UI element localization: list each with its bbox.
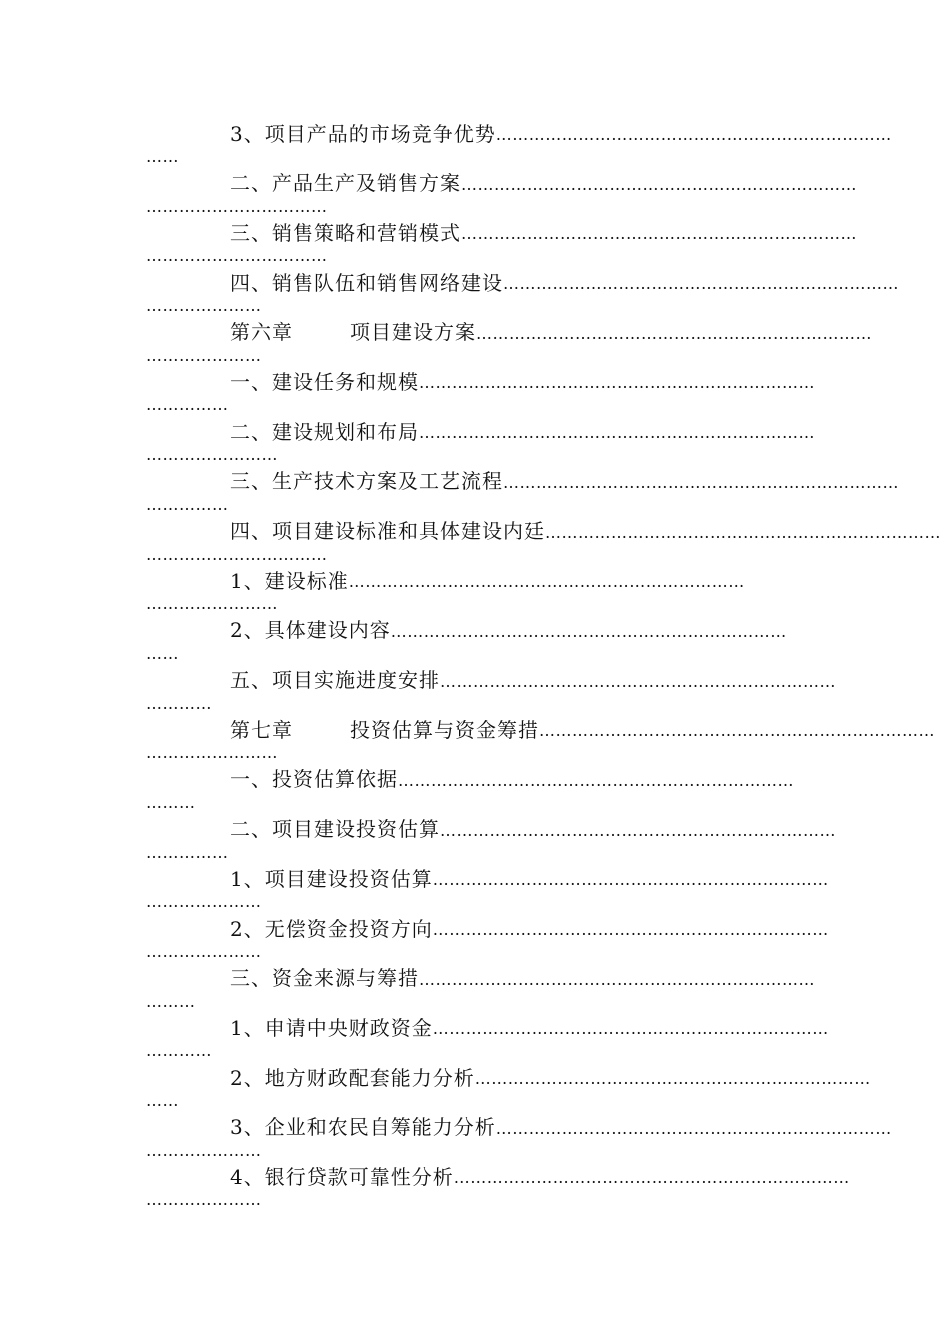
dot-leader: ……………………………………………………………… [432,870,829,890]
toc-entry-text: 三、资金来源与筹措 [230,966,419,991]
toc-chapter-entry[interactable] [146,313,872,365]
toc-entry-text: 4、银行贷款可靠性分析 [230,1164,454,1189]
dot-leader: ……………………………………………………………… [461,174,857,194]
toc-entry[interactable] [146,1008,829,1061]
dot-leader-continuation: …………… [146,494,229,514]
dot-leader: ……………………………………………………………… [390,621,787,641]
toc-entry[interactable] [146,1108,892,1160]
toc-entry-text: 二、产品生产及销售方案 [230,171,461,196]
chapter-title: 项目建设方案 [350,320,476,345]
toc-entry[interactable] [146,859,829,912]
toc-entry[interactable] [146,561,806,614]
toc-entry[interactable] [146,213,857,266]
toc-entry[interactable] [146,362,815,415]
toc-entry[interactable] [146,661,836,713]
toc-entry-text: 3、项目产品的市场竞争优势 [230,121,496,146]
toc-entry[interactable] [146,263,899,316]
dot-leader-continuation: …………………………… [146,246,328,266]
toc-entry-text: 2、无偿资金投资方向 [230,916,433,941]
dot-leader: ……………………………………………………………… [419,423,815,443]
chapter-number: 第七章 [230,717,293,742]
dot-leader-continuation: …… [146,643,179,663]
toc-entry-text: 3、企业和农民自筹能力分析 [230,1115,496,1140]
dot-leader: ……………………………………………………………… [539,721,935,741]
dot-leader-continuation: …………………… [146,743,278,763]
dot-leader-continuation: …… [146,1091,179,1111]
dot-leader: ……………………………………………………………… [503,274,899,294]
chapter-number: 第六章 [230,320,293,345]
toc-entry[interactable] [146,1157,850,1210]
dot-leader-continuation: ………………… [146,345,262,365]
dot-leader-continuation: …………………… [146,594,278,614]
toc-entry-text: 1、建设标准 [230,568,349,593]
toc-entry[interactable] [146,1058,871,1111]
toc-entry-text: 二、建设规划和布局 [230,419,419,444]
dot-leader: ……………………………………………………………… [440,820,836,840]
dot-leader-continuation: …………… [146,395,229,415]
dot-leader: ……………………………………………………………… [432,1019,829,1039]
dot-leader-continuation: ……… [146,991,196,1011]
toc-entry-text: 1、项目建设投资估算 [230,866,433,891]
dot-leader: ……………………………………………………………… [440,671,836,691]
dot-leader-continuation: ………………… [146,892,262,912]
dot-leader-continuation: ………………… [146,1140,262,1160]
dot-leader-continuation: …………………………… [146,544,328,564]
dot-leader-continuation: ………………… [146,1190,262,1210]
toc-entry[interactable] [146,959,815,1011]
dot-leader-continuation: ………………… [146,296,262,316]
dot-leader-continuation: …………………………… [146,196,328,216]
toc-entry[interactable] [146,810,836,862]
dot-leader: ……………………………………………………………… [348,572,745,592]
dot-leader: ……………………………………………………………… [453,1168,850,1188]
toc-entry-text: 一、投资估算依据 [230,767,398,792]
toc-entry-text: 三、生产技术方案及工艺流程 [230,469,503,494]
dot-leader-continuation: ……… [146,792,196,812]
dot-leader-continuation: ………………… [146,942,262,961]
dot-leader: ……………………………………………………………… [432,920,829,939]
dot-leader: ……………………………………………………………… [398,770,794,790]
toc-entry-text: 五、项目实施进度安排 [230,668,440,693]
dot-leader: ……………………………………………………………… [419,969,815,989]
toc-entry[interactable] [146,611,806,661]
toc-entry[interactable] [146,412,815,465]
chapter-title: 投资估算与资金筹措 [350,717,539,742]
toc-entry-text: 2、具体建设内容 [230,618,391,643]
toc-chapter-entry[interactable] [146,710,935,763]
table-of-contents [146,114,941,1210]
toc-entry-text: 二、项目建设投资估算 [230,817,440,842]
toc-entry-text: 2、地方财政配套能力分析 [230,1065,475,1090]
dot-leader: ……………………………………………………………… [545,522,941,542]
toc-entry[interactable] [146,760,806,810]
dot-leader: ……………………………………………………………… [461,224,857,244]
dot-leader-continuation: ………… [146,1041,212,1061]
dot-leader-continuation: ………… [146,693,212,713]
toc-entry[interactable] [146,909,829,961]
dot-leader: ……………………………………………………………… [419,373,815,393]
dot-leader: ……………………………………………………………… [476,323,872,343]
toc-entry-text: 四、项目建设标准和具体建设内廷 [230,519,545,543]
toc-entry[interactable] [146,462,899,514]
toc-entry[interactable] [146,512,941,564]
dot-leader-continuation: …………… [146,842,229,862]
toc-entry[interactable] [146,114,892,166]
dot-leader-continuation: …………………… [146,445,278,465]
dot-leader: ……………………………………………………………… [474,1069,871,1089]
dot-leader-continuation: …… [146,147,179,166]
toc-entry-text: 一、建设任务和规模 [230,369,419,394]
dot-leader: ……………………………………………………………… [495,125,892,144]
toc-entry-text: 1、申请中央财政资金 [230,1015,433,1040]
toc-entry-text: 三、销售策略和营销模式 [230,220,461,245]
toc-entry[interactable] [146,164,857,216]
dot-leader: ……………………………………………………………… [503,472,899,492]
dot-leader: ……………………………………………………………… [495,1118,892,1138]
toc-entry-text: 四、销售队伍和销售网络建设 [230,270,503,295]
